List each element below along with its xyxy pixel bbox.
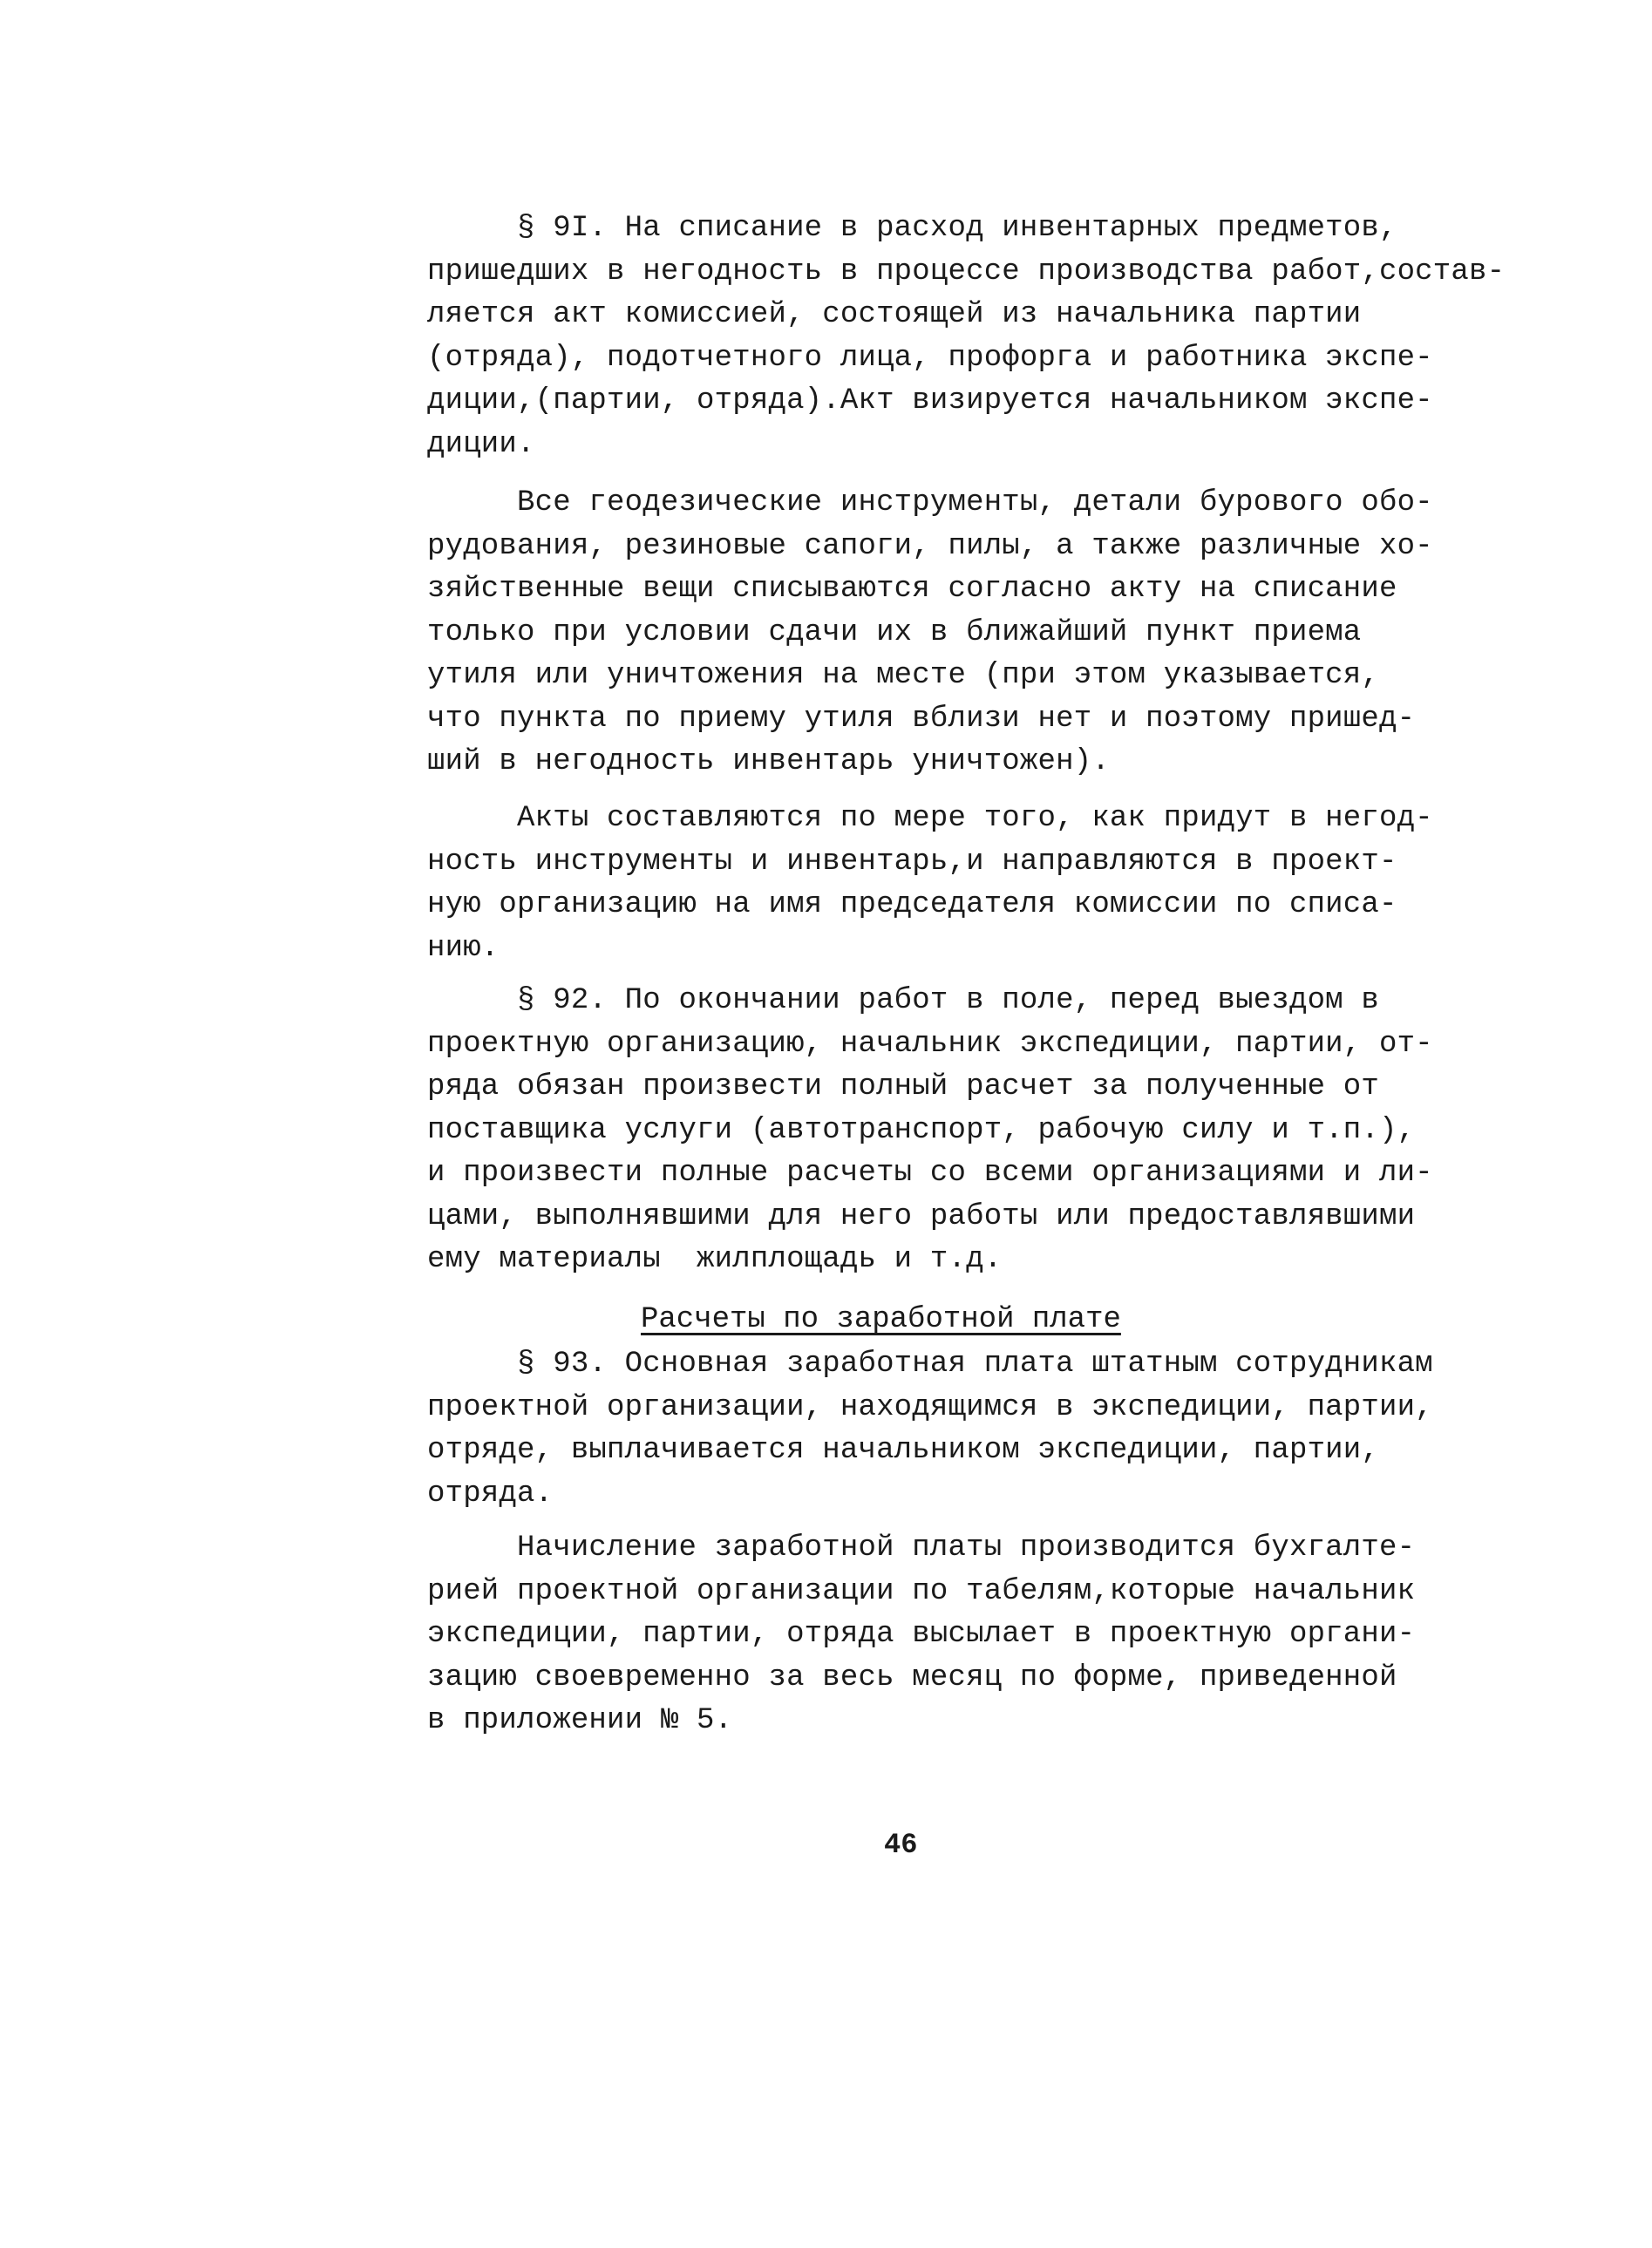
text-line: цами, выполнявшими для него работы или предоставлявшими [427,1199,1416,1233]
paragraph-91 [427,207,1506,466]
paragraph-acts [427,798,1438,970]
text-line: рией проектной организации по табелям,которые начальник [427,1574,1416,1608]
text-line: что пункта по приему утиля вблизи нет и поэтому пришед- [427,702,1416,736]
text-line: проектную организацию, начальник экспедиции, партии, от- [427,1027,1433,1061]
text-line: зацию своевременно за весь месяц по форме, приведенной [427,1661,1397,1694]
page-number: 46 [884,1829,918,1861]
text-line: нию. [427,931,500,965]
text-line: Акты составляются по мере того, как придут в негод- [427,802,1433,835]
paragraph-93 [427,1343,1438,1516]
text-line: поставщика услуги (автотранспорт, рабочую силу и т.п.), [427,1113,1416,1147]
text-line: ему материалы жилплощадь и т.д. [427,1243,1003,1276]
text-line: утиля или уничтожения на месте (при этом указывается, [427,659,1379,692]
text-line: зяйственные вещи списываются согласно акту на списание [427,573,1397,606]
section-heading: Расчеты по заработной плате [641,1303,1121,1336]
text-line: диции,(партии, отряда).Акт визируется начальником экспе- [427,384,1433,418]
text-line: Все геодезические инструменты, детали бурового обо- [427,486,1433,520]
text-line: рудования, резиновые сапоги, пилы, а также различные хо- [427,529,1433,563]
text-line: § 93. Основная заработная плата штатным сотрудникам [427,1348,1433,1381]
text-line: в приложении № 5. [427,1704,733,1737]
text-line: проектной организации, находящимся в экспедиции, партии, [427,1390,1433,1424]
text-line: диции. [427,427,535,461]
text-line: отряде, выплачивается начальником экспедиции, партии, [427,1434,1379,1467]
text-line: ляется акт комиссией, состоящей из начальника партии [427,298,1362,331]
text-line: экспедиции, партии, отряда высылает в проектную органи- [427,1618,1416,1651]
paragraph-accrual [427,1527,1438,1743]
text-line: ряда обязан произвести полный расчет за полученные от [427,1070,1379,1104]
paragraph-instruments [427,482,1438,784]
text-line: отряда. [427,1477,554,1511]
text-line: только при условии сдачи их в ближайший пункт приема [427,615,1362,649]
text-line: пришедших в негодность в процессе производства работ,состав- [427,255,1506,289]
text-line: § 92. По окончании работ в поле, перед выездом в [427,984,1379,1017]
text-line: ность инструменты и инвентарь,и направляются в проект- [427,845,1397,879]
text-line: и произвести полные расчеты со всеми организациями и ли- [427,1157,1433,1190]
text-line: Начисление заработной платы производится бухгалте- [427,1531,1416,1565]
text-line: ший в негодность инвентарь уничтожен). [427,745,1110,778]
text-line: (отряда), подотчетного лица, профорга и работника экспе- [427,341,1433,375]
text-line: ную организацию на имя председателя комиссии по списа- [427,888,1397,921]
text-line: § 9I. На списание в расход инвентарных предметов, [427,212,1397,245]
paragraph-92 [427,980,1438,1282]
